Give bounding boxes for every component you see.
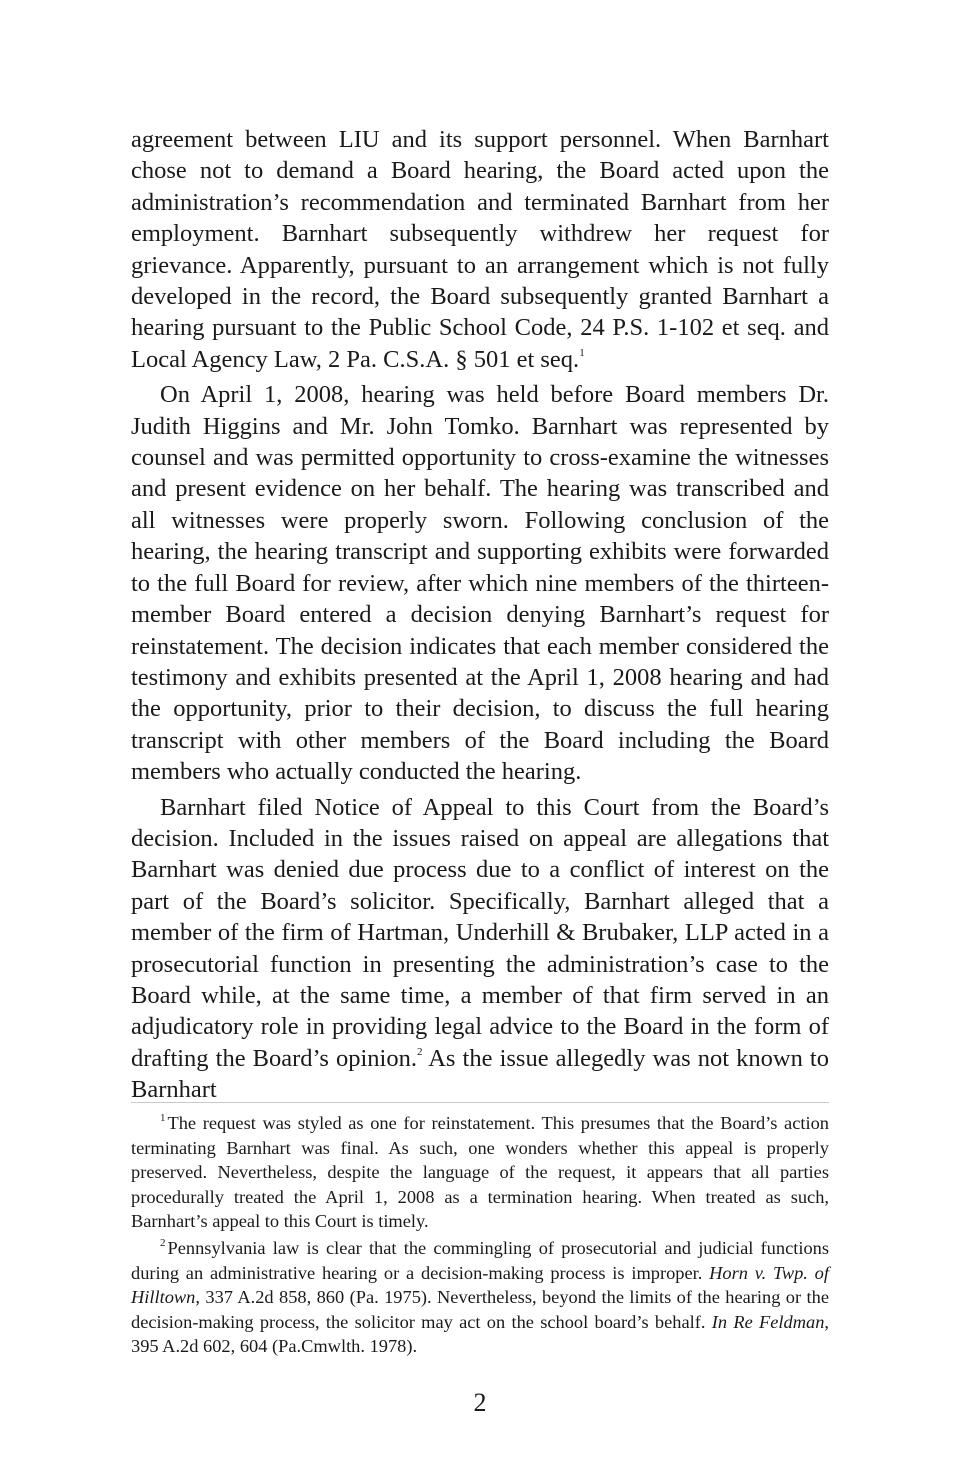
footnote-1: [131, 1111, 829, 1234]
paragraph-1-text: agreement between LIU and its support personnel. When Barnhart chose not to demand a Board hearing, the Board acted upon the administration’s recommendation and terminated Barnhart from her employment. Barnhart subsequently withdrew her request for grievance. Apparently, pursuant to an arrangement which is not fully developed in the record, the Board subsequently granted Barnhart a hearing pursuant to the Public School Code, 24 P.S. 1-102 et seq. and Local Agency Law, 2 Pa. C.S.A. § 501 et seq.: [131, 126, 829, 373]
paragraph-2: [131, 379, 829, 787]
footnote-1-mark: 1: [160, 1111, 166, 1124]
footnotes: [131, 1111, 829, 1359]
footnote-1-text: The request was styled as one for reinstatement. This presumes that the Board’s action terminating Barnhart was final. As such, one wonders whether this appeal is properly preserved. Nevertheless, despite the language of the request, it appears that all parties procedurally treated the April 1, 2008 as a termination hearing. When treated as such, Barnhart’s appeal to this Court is timely.: [131, 1113, 829, 1232]
footnote-2-mark: 2: [160, 1236, 166, 1249]
paragraph-1: [131, 124, 829, 375]
footnote-2-text-continued: , 337 A.2d 858, 860 (Pa. 1975). Nevertheless, beyond the limits of the hearing or the decision-making process, the solicitor may act on the school board’s behalf.: [131, 1287, 829, 1332]
footnote-2-text-end: , 395 A.2d 602, 604 (Pa.Cmwlth. 1978).: [131, 1311, 829, 1357]
footnote-divider: [131, 1102, 829, 1103]
paragraph-3-text: Barnhart filed Notice of Appeal to this Court from the Board’s decision. Included in the issues raised on appeal are allegations that Barnhart was denied due process due to a conflict of interest on the part of the Board’s solicitor. Specifically, Barnhart alleged that a member of the firm of Hartman, Underhill & Brubaker, LLP acted in a prosecutorial function in presenting the administration’s case to the Board while, at the same time, a member of that firm served in an adjudicatory role in providing legal advice to the Board in the form of drafting the Board’s opinion.: [131, 793, 829, 1072]
footnote-2-text: Pennsylvania law is clear that the commingling of prosecutorial and judicial functions during an administrative hearing or a decision-making process is improper.: [131, 1237, 829, 1283]
body-text: [131, 124, 829, 1106]
footnote-2-citation-feldman: In Re Feldman: [711, 1311, 825, 1332]
paragraph-3: [131, 792, 829, 1106]
page-number: 2: [473, 1388, 487, 1417]
footnote-2: [131, 1236, 829, 1359]
footnote-2-citation-horn: Horn v. Twp. of Hilltown: [131, 1262, 829, 1308]
footnote-ref-2[interactable]: 2: [416, 1045, 423, 1058]
paragraph-2-text: On April 1, 2008, hearing was held before Board members Dr. Judith Higgins and Mr. John Tomko. Barnhart was represented by counsel and was permitted opportunity to cross-examine the witnesses and present evidence on her behalf. The hearing was transcribed and all witnesses were properly sworn. Following conclusion of the hearing, the hearing transcript and supporting exhibits were forwarded to the full Board for review, after which nine members of the thirteen-member Board entered a decision denying Barnhart’s request for reinstatement. The decision indicates that each member considered the testimony and exhibits presented at the April 1, 2008 hearing and had the opportunity, prior to their decision, to discuss the full hearing transcript with other members of the Board including the Board members who actually conducted the hearing.: [131, 381, 829, 786]
footnote-ref-1[interactable]: 1: [579, 346, 585, 359]
paragraph-3-text-continued: As the issue allegedly was not known to Barnhart: [131, 1044, 829, 1104]
